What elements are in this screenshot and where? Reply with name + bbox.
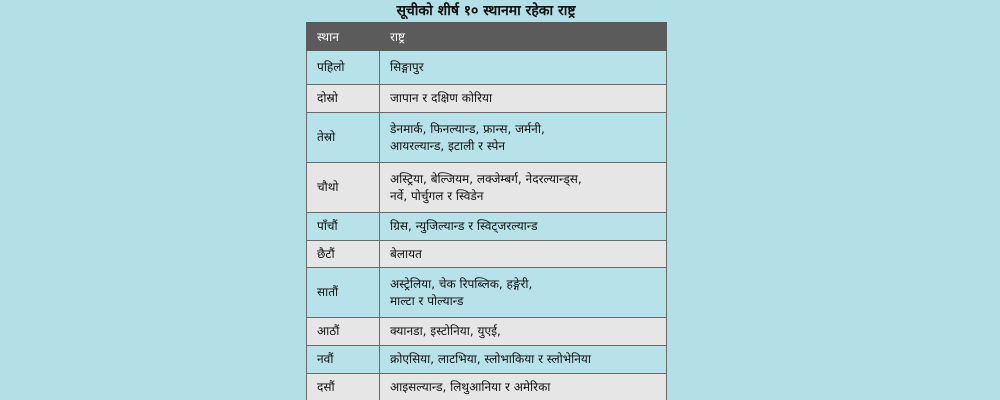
countries-cell (380, 318, 667, 346)
countries-line: ग्रिस, न्युजिल्यान्ड र स्विट्जरल्यान्ड (390, 219, 538, 233)
table-row (307, 213, 667, 241)
countries-line: आयरल्यान्ड, इटाली र स्पेन (390, 138, 506, 153)
countries-line: क्यानडा, इस्टोनिया, युएई, (390, 324, 501, 338)
countries-line: आइसल्यान्ड, लिथुआनिया र अमेरिका (390, 380, 551, 394)
countries-line: बेलायत (390, 246, 422, 261)
countries-line: क्रोएसिया, लाटभिया, स्लोभाकिया र स्लोभेनिया (390, 352, 591, 366)
countries-line: जापान र दक्षिण कोरिया (390, 91, 493, 105)
countries-cell (380, 374, 667, 400)
rank-cell: आठौं (307, 318, 380, 346)
table-row (307, 85, 667, 113)
countries-line: माल्टा र पोल्यान्ड (390, 293, 464, 308)
countries-cell (380, 241, 667, 268)
countries-cell (380, 346, 667, 374)
table-row (307, 51, 667, 85)
rank-cell: दोस्रो (307, 85, 380, 113)
rank-cell: नवौं (307, 346, 380, 374)
table-row (307, 374, 667, 400)
countries-cell (380, 51, 667, 85)
rank-cell: दसौं (307, 374, 380, 400)
table-row (307, 318, 667, 346)
countries-cell (380, 85, 667, 113)
header-rank: स्थान (307, 23, 380, 51)
countries-line: डेनमार्क, फिनल्यान्ड, फ्रान्स, जर्मनी, (390, 121, 545, 136)
table-row (307, 346, 667, 374)
rank-cell: चौथो (307, 163, 380, 213)
countries-cell (380, 213, 667, 241)
table-row (307, 113, 667, 163)
rank-cell: पाँचौं (307, 213, 380, 241)
rank-cell: तेस्रो (307, 113, 380, 163)
countries-line: नर्वे, पोर्चुगल र स्विडेन (390, 188, 484, 203)
countries-cell (380, 163, 667, 213)
table-header-row (307, 23, 667, 51)
countries-cell (380, 113, 667, 163)
countries-line: अस्ट्रिया, बेल्जियम, लक्जेम्बर्ग, नेदरल्यान्ड्स, (390, 171, 582, 186)
rank-cell: पहिलो (307, 51, 380, 85)
table-row (307, 268, 667, 318)
table-title: सूचीको शीर्ष १० स्थानमा रहेका राष्ट्र (396, 3, 576, 19)
table-row (307, 163, 667, 213)
ranking-table (306, 22, 667, 400)
table-row (307, 241, 667, 268)
countries-cell (380, 268, 667, 318)
header-countries: राष्ट्र (380, 23, 667, 51)
countries-line: सिङ्गापुर (390, 60, 424, 74)
rank-cell: छैटौं (307, 241, 380, 268)
rank-cell: सातौं (307, 268, 380, 318)
countries-line: अस्ट्रेलिया, चेक रिपब्लिक, हङ्गेरी, (390, 276, 533, 291)
